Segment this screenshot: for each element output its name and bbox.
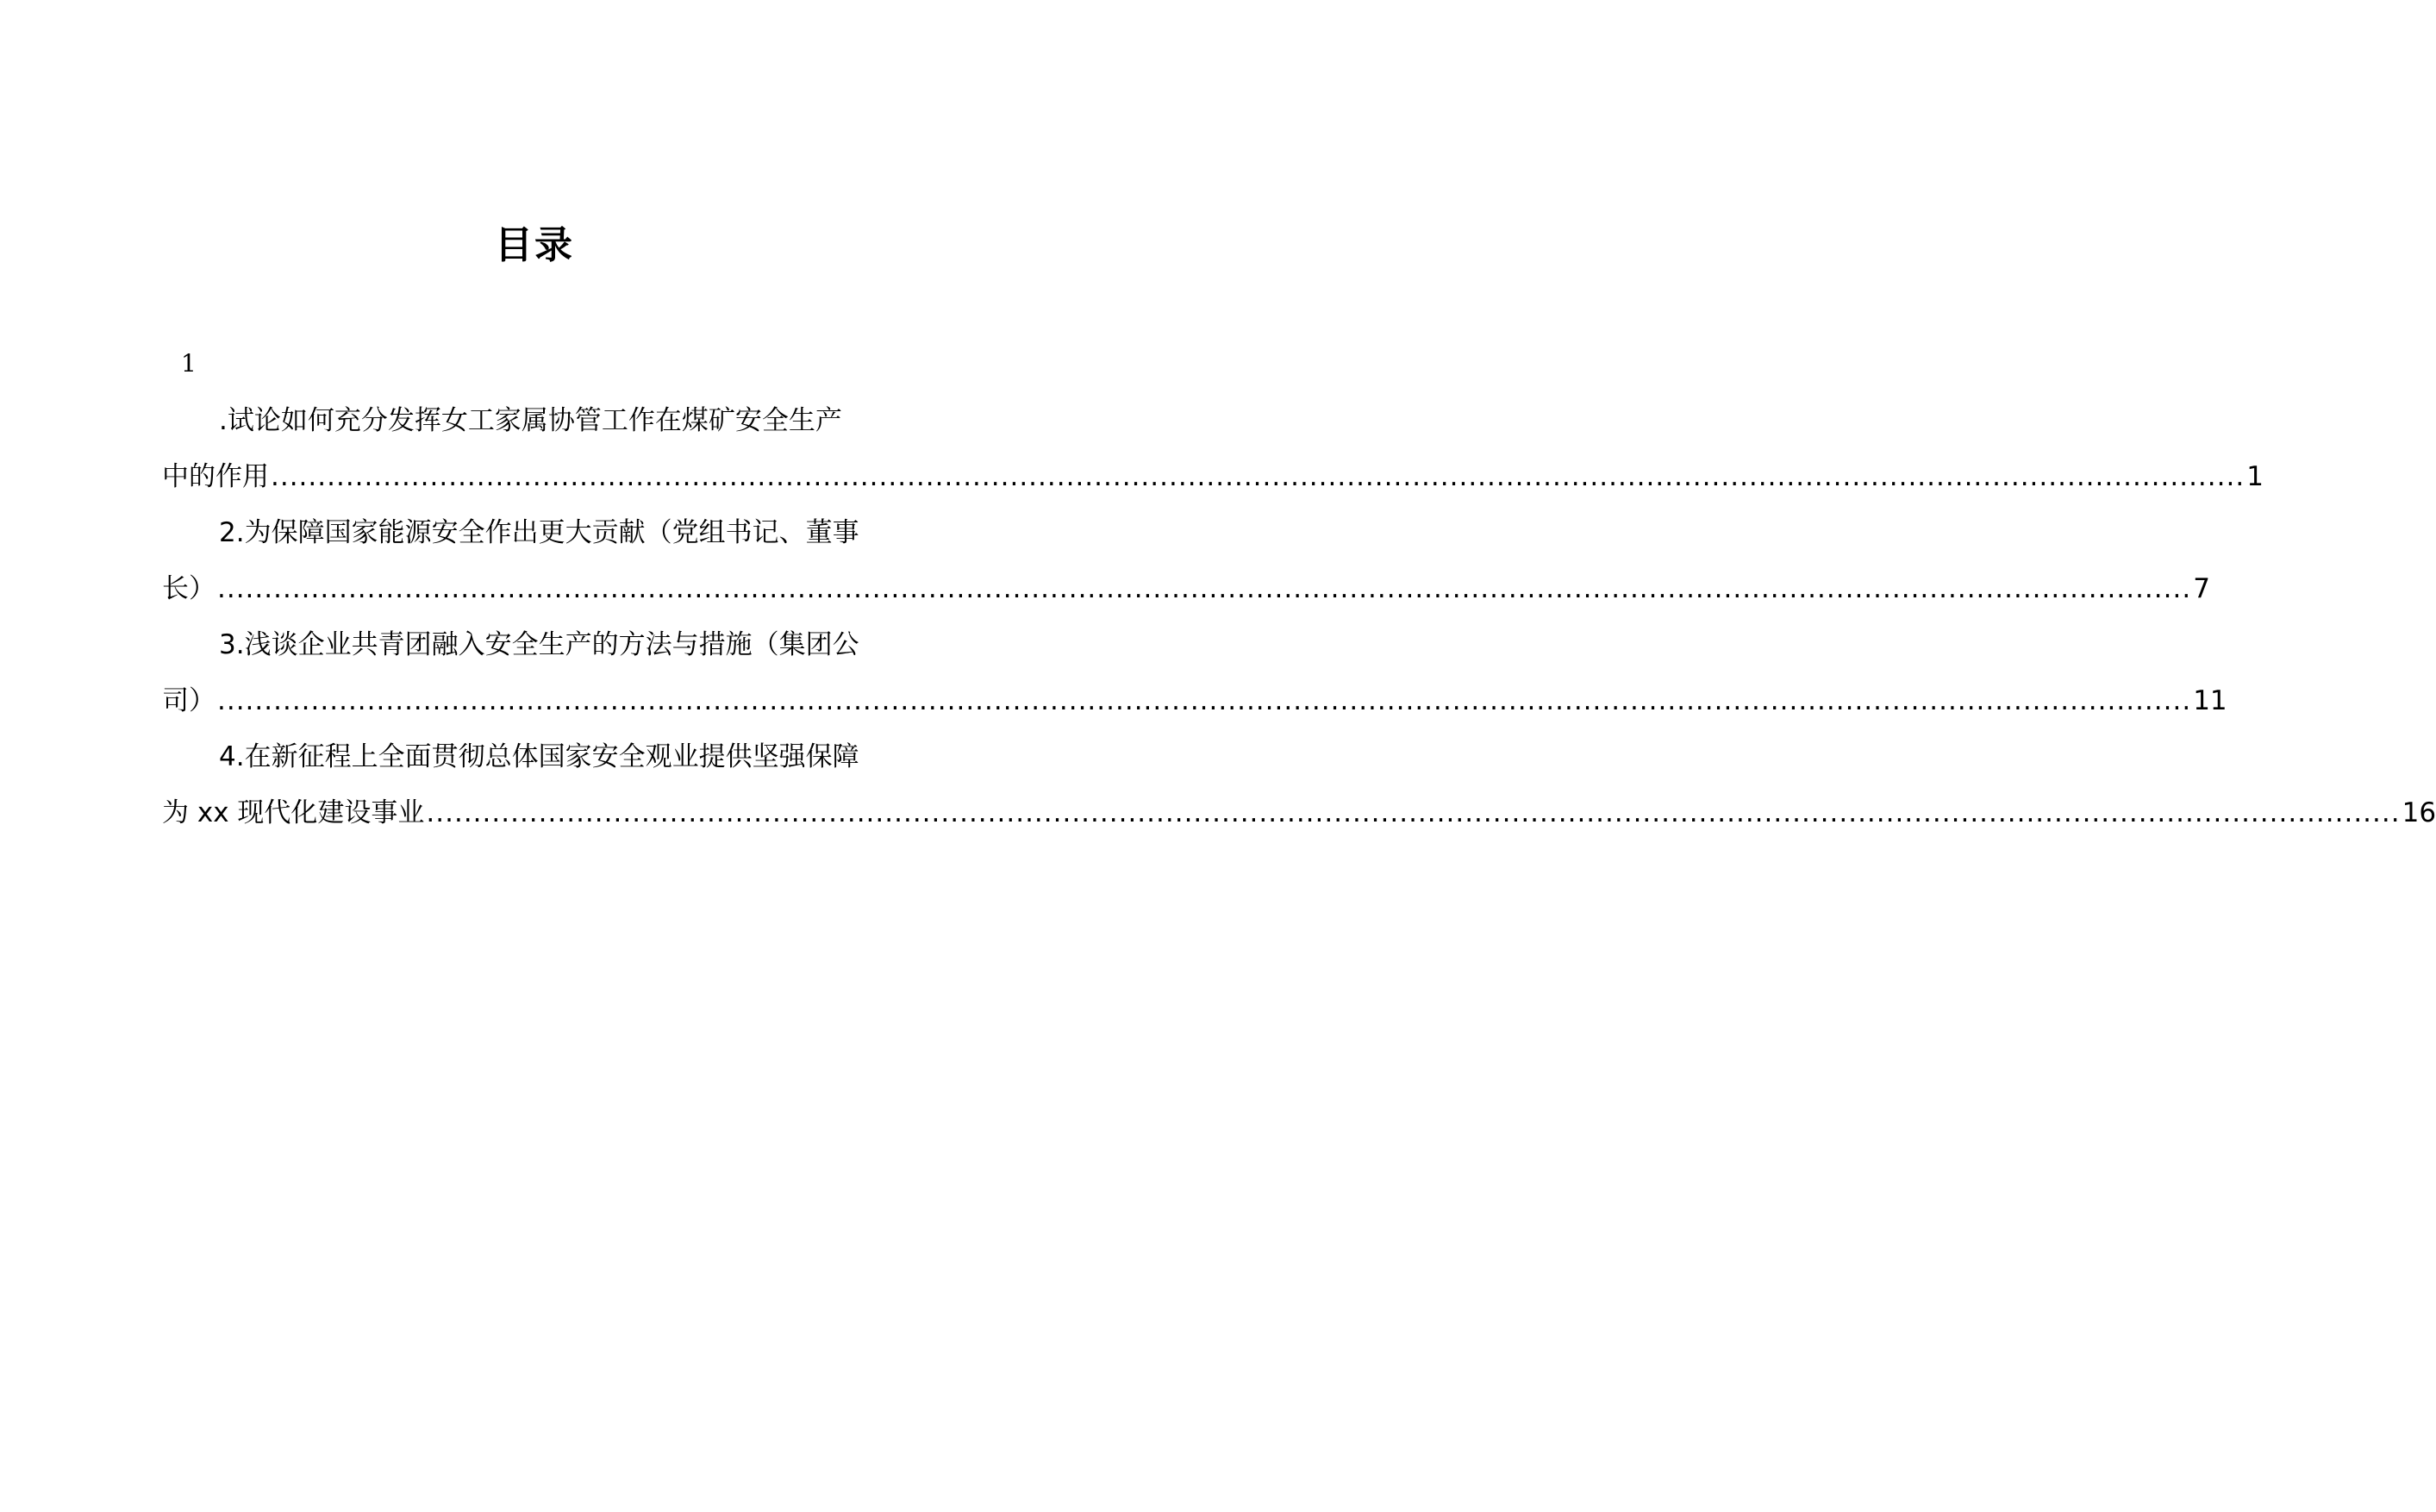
toc-entry-title-continued: 长） <box>162 573 215 604</box>
toc-entry-title-continued: 为 xx 现代化建设事业 <box>162 797 425 828</box>
toc-entry-2[interactable] <box>162 505 2210 617</box>
toc-entry-title: 2.为保障国家能源安全作出更大贡献（党组书记、董事 <box>219 517 859 548</box>
toc-page-number: 7 <box>2193 573 2210 604</box>
stray-number: 1 <box>181 349 197 378</box>
toc-entry-title: 4.在新征程上全面贯彻总体国家安全观业提供坚强保障 <box>219 741 859 772</box>
toc-page-number: 11 <box>2193 685 2227 716</box>
toc-entry-tail <box>162 785 2436 841</box>
toc-entry-title: .试论如何充分发挥女工家属协管工作在煤矿安全生产 <box>219 405 842 436</box>
toc-entry-tail <box>162 561 2210 617</box>
toc-entry-title: 3.浅谈企业共青团融入安全生产的方法与措施（集团公 <box>219 629 859 660</box>
dot-leader: ................................................................................................................................................................................................................... <box>271 461 2245 492</box>
toc-entry-tail <box>162 449 2264 505</box>
toc-title: 目录 <box>495 223 574 267</box>
toc-list <box>162 393 2436 841</box>
toc-entry-tail <box>162 673 2227 729</box>
dot-leader: ................................................................................................................................................................................................................... <box>217 573 2192 604</box>
toc-entry-3[interactable] <box>162 617 2227 729</box>
toc-page-number: 1 <box>2246 461 2264 492</box>
toc-entry-title-continued: 中的作用 <box>162 461 269 492</box>
toc-page-number: 16 <box>2402 797 2436 828</box>
toc-entry-title-continued: 司） <box>162 685 215 716</box>
dot-leader: ................................................................................................................................................................................................................... <box>426 797 2401 828</box>
toc-entry-4[interactable] <box>162 729 2436 841</box>
dot-leader: ................................................................................................................................................................................................................... <box>217 685 2192 716</box>
toc-entry-1[interactable] <box>162 393 2264 505</box>
